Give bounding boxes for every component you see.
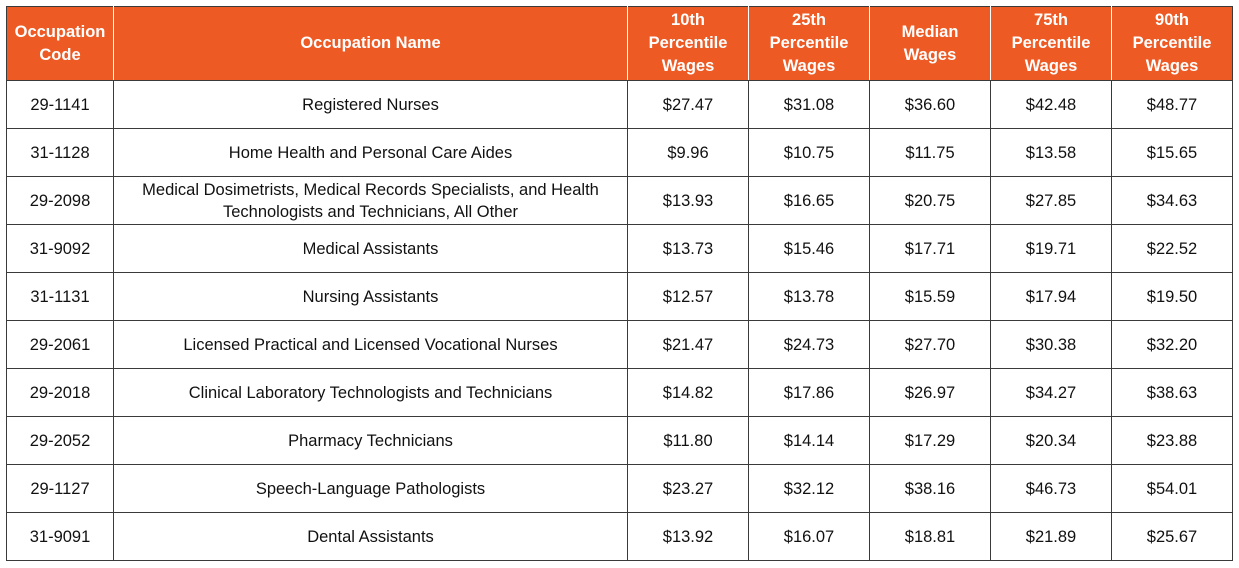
table-row — [7, 177, 1233, 225]
cell-median: $27.70 — [870, 321, 991, 369]
table-row — [7, 369, 1233, 417]
cell-90th-percentile: $34.63 — [1112, 177, 1233, 225]
cell-75th-percentile: $27.85 — [991, 177, 1112, 225]
cell-median: $17.71 — [870, 225, 991, 273]
cell-occupation-code: 29-2098 — [7, 177, 114, 225]
cell-occupation-name: Dental Assistants — [114, 513, 628, 561]
cell-median: $17.29 — [870, 417, 991, 465]
header-25th-percentile: 25th Percentile Wages — [749, 7, 870, 81]
cell-10th-percentile: $23.27 — [628, 465, 749, 513]
cell-median: $38.16 — [870, 465, 991, 513]
cell-occupation-code: 31-9091 — [7, 513, 114, 561]
cell-75th-percentile: $21.89 — [991, 513, 1112, 561]
header-75th-percentile: 75th Percentile Wages — [991, 7, 1112, 81]
table-row — [7, 273, 1233, 321]
cell-25th-percentile: $16.65 — [749, 177, 870, 225]
cell-median: $36.60 — [870, 81, 991, 129]
header-occupation-name: Occupation Name — [114, 7, 628, 81]
cell-25th-percentile: $10.75 — [749, 129, 870, 177]
header-row — [7, 7, 1233, 81]
header-10th-percentile: 10th Percentile Wages — [628, 7, 749, 81]
cell-10th-percentile: $21.47 — [628, 321, 749, 369]
table-row — [7, 321, 1233, 369]
cell-75th-percentile: $34.27 — [991, 369, 1112, 417]
cell-75th-percentile: $17.94 — [991, 273, 1112, 321]
cell-90th-percentile: $32.20 — [1112, 321, 1233, 369]
cell-25th-percentile: $15.46 — [749, 225, 870, 273]
cell-occupation-name: Home Health and Personal Care Aides — [114, 129, 628, 177]
cell-occupation-name: Medical Assistants — [114, 225, 628, 273]
cell-75th-percentile: $13.58 — [991, 129, 1112, 177]
cell-occupation-name: Clinical Laboratory Technologists and Technicians — [114, 369, 628, 417]
cell-occupation-name: Pharmacy Technicians — [114, 417, 628, 465]
cell-25th-percentile: $32.12 — [749, 465, 870, 513]
cell-90th-percentile: $15.65 — [1112, 129, 1233, 177]
cell-median: $26.97 — [870, 369, 991, 417]
table-row — [7, 225, 1233, 273]
cell-75th-percentile: $42.48 — [991, 81, 1112, 129]
cell-occupation-name: Speech-Language Pathologists — [114, 465, 628, 513]
table-header — [7, 7, 1233, 81]
cell-25th-percentile: $14.14 — [749, 417, 870, 465]
table-body — [7, 81, 1233, 561]
cell-occupation-name: Licensed Practical and Licensed Vocational Nurses — [114, 321, 628, 369]
cell-10th-percentile: $9.96 — [628, 129, 749, 177]
cell-75th-percentile: $46.73 — [991, 465, 1112, 513]
cell-occupation-code: 29-1127 — [7, 465, 114, 513]
cell-occupation-name: Nursing Assistants — [114, 273, 628, 321]
table-row — [7, 129, 1233, 177]
cell-25th-percentile: $31.08 — [749, 81, 870, 129]
header-90th-percentile: 90th Percentile Wages — [1112, 7, 1233, 81]
cell-90th-percentile: $22.52 — [1112, 225, 1233, 273]
cell-10th-percentile: $27.47 — [628, 81, 749, 129]
cell-90th-percentile: $54.01 — [1112, 465, 1233, 513]
cell-median: $15.59 — [870, 273, 991, 321]
cell-occupation-code: 29-2052 — [7, 417, 114, 465]
cell-75th-percentile: $30.38 — [991, 321, 1112, 369]
cell-occupation-code: 29-2061 — [7, 321, 114, 369]
cell-25th-percentile: $17.86 — [749, 369, 870, 417]
cell-75th-percentile: $19.71 — [991, 225, 1112, 273]
cell-90th-percentile: $48.77 — [1112, 81, 1233, 129]
header-median: Median Wages — [870, 7, 991, 81]
cell-75th-percentile: $20.34 — [991, 417, 1112, 465]
cell-25th-percentile: $13.78 — [749, 273, 870, 321]
cell-10th-percentile: $13.92 — [628, 513, 749, 561]
cell-90th-percentile: $38.63 — [1112, 369, 1233, 417]
wage-table-container — [6, 6, 1233, 561]
cell-median: $20.75 — [870, 177, 991, 225]
cell-90th-percentile: $25.67 — [1112, 513, 1233, 561]
cell-10th-percentile: $13.73 — [628, 225, 749, 273]
cell-10th-percentile: $12.57 — [628, 273, 749, 321]
table-row — [7, 513, 1233, 561]
cell-10th-percentile: $14.82 — [628, 369, 749, 417]
table-row — [7, 465, 1233, 513]
wage-table — [6, 6, 1233, 561]
cell-occupation-code: 29-2018 — [7, 369, 114, 417]
header-occupation-code: Occupation Code — [7, 7, 114, 81]
table-row — [7, 417, 1233, 465]
cell-occupation-code: 29-1141 — [7, 81, 114, 129]
cell-occupation-code: 31-1128 — [7, 129, 114, 177]
cell-median: $18.81 — [870, 513, 991, 561]
cell-25th-percentile: $16.07 — [749, 513, 870, 561]
cell-10th-percentile: $13.93 — [628, 177, 749, 225]
cell-10th-percentile: $11.80 — [628, 417, 749, 465]
cell-25th-percentile: $24.73 — [749, 321, 870, 369]
cell-occupation-name: Registered Nurses — [114, 81, 628, 129]
table-row — [7, 81, 1233, 129]
cell-occupation-code: 31-1131 — [7, 273, 114, 321]
cell-median: $11.75 — [870, 129, 991, 177]
cell-90th-percentile: $23.88 — [1112, 417, 1233, 465]
cell-90th-percentile: $19.50 — [1112, 273, 1233, 321]
cell-occupation-code: 31-9092 — [7, 225, 114, 273]
cell-occupation-name: Medical Dosimetrists, Medical Records Specialists, and Health Technologists and Technicians, All Other — [114, 177, 628, 225]
